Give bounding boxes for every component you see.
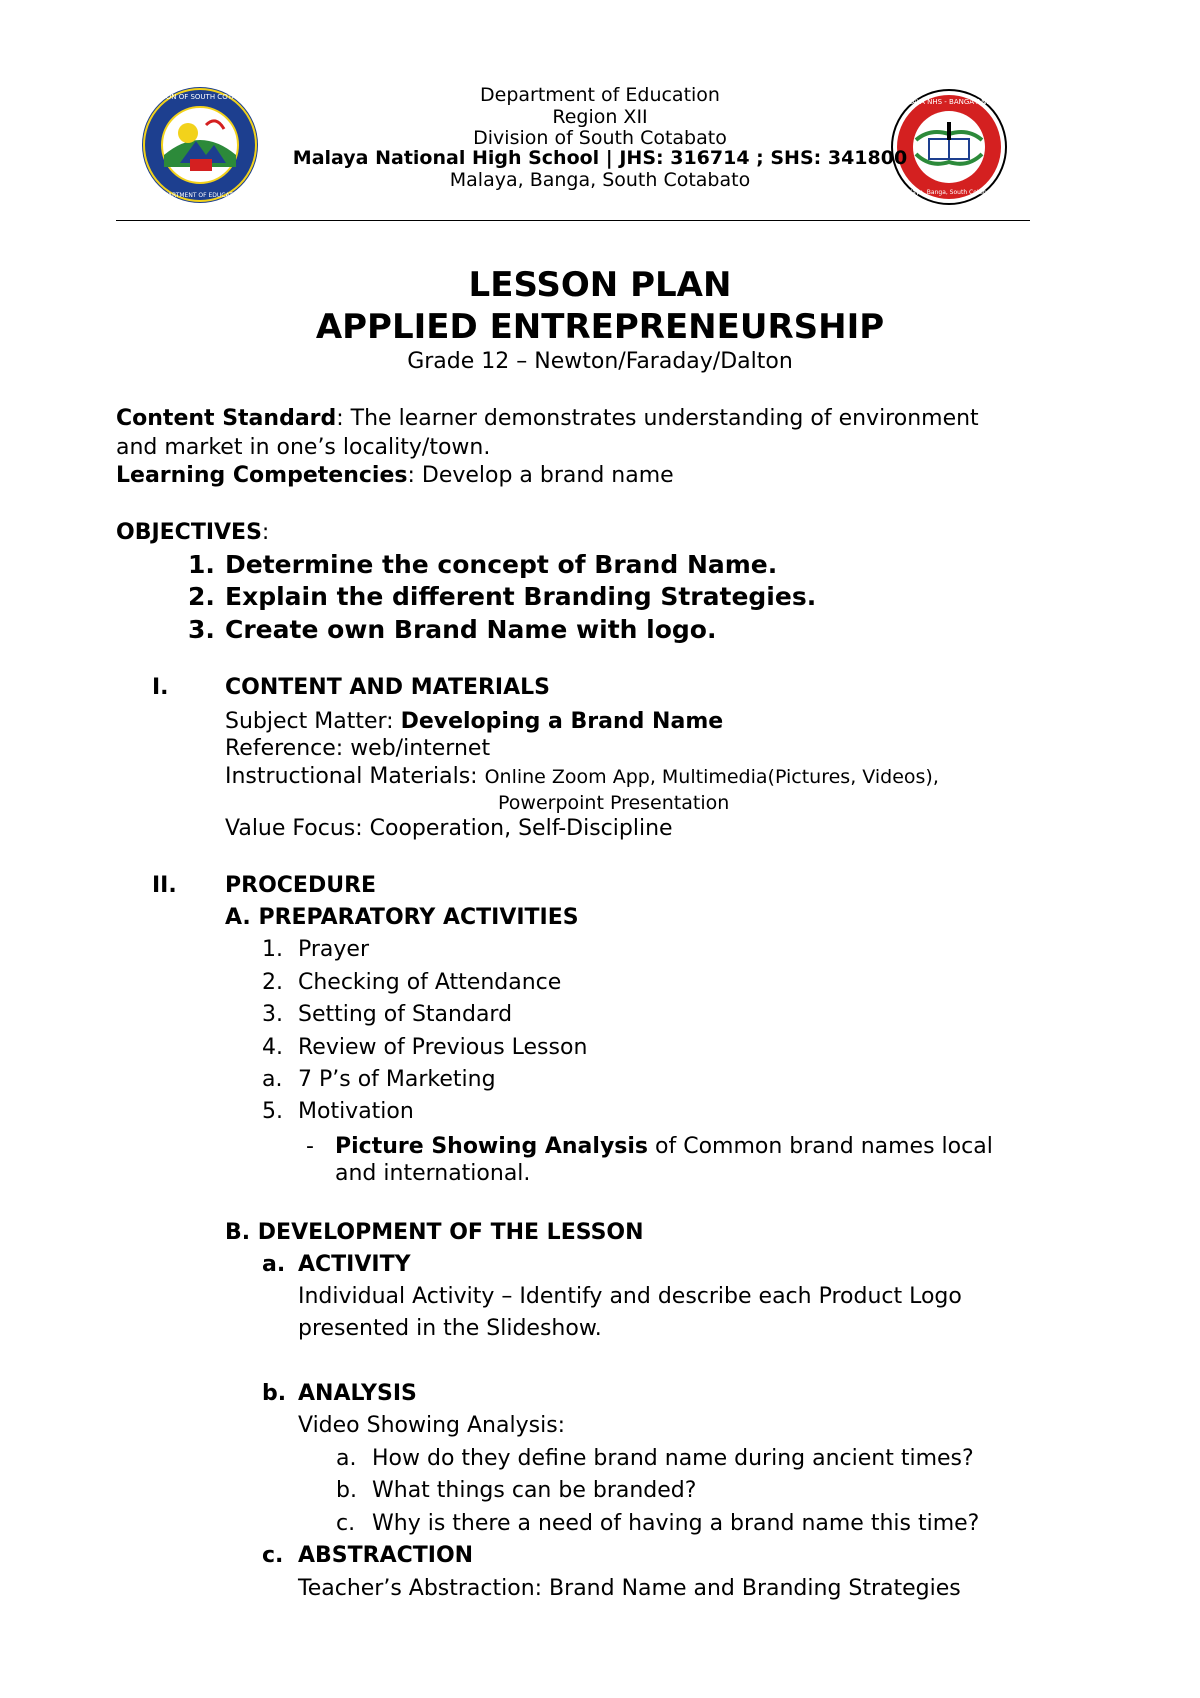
objective-item: Create own Brand Name with logo. — [225, 615, 717, 644]
activity-heading: ACTIVITY — [298, 1252, 411, 1277]
svg-text:MALAYA NHS - BANGA ANNEX: MALAYA NHS - BANGA ANNEX — [897, 98, 1001, 106]
content-standard-text: : The learner demonstrates understanding of environment — [336, 406, 979, 431]
instructional-materials-value-2: Powerpoint Presentation — [498, 792, 730, 814]
motivation-detail-bold: Picture Showing Analysis — [335, 1134, 649, 1159]
list-item: Motivation — [298, 1099, 414, 1124]
value-focus: Value Focus: Cooperation, Self-Discipline — [225, 816, 673, 841]
subject-matter-label: Subject Matter: — [225, 709, 401, 734]
section-2-numeral: II. — [152, 873, 177, 898]
list-number: 1. — [262, 937, 283, 962]
sub-list-item: 7 P’s of Marketing — [298, 1067, 496, 1092]
motivation-detail — [335, 1134, 993, 1160]
objective-item: Explain the different Branding Strategies. — [225, 582, 817, 611]
analysis-intro: Video Showing Analysis: — [298, 1413, 566, 1438]
question-item: Why is there a need of having a brand name this time? — [372, 1511, 980, 1536]
content-standard-label: Content Standard — [116, 406, 337, 431]
learning-competencies-label: Learning Competencies — [116, 463, 408, 488]
content-standard-text-2: and market in one’s locality/town. — [116, 435, 491, 460]
motivation-detail-text: of Common brand names local — [648, 1134, 993, 1159]
list-item: Setting of Standard — [298, 1002, 513, 1027]
svg-text:DEPARTMENT OF EDUCATION: DEPARTMENT OF EDUCATION — [156, 192, 244, 199]
preparatory-activities-heading: A. PREPARATORY ACTIVITIES — [225, 905, 579, 930]
question-letter: c. — [336, 1511, 356, 1536]
section-1-numeral: I. — [152, 675, 169, 700]
objective-number: 1. — [188, 550, 215, 579]
list-number: 2. — [262, 970, 283, 995]
abstraction-label: c. — [262, 1543, 284, 1568]
instructional-materials-value: Online Zoom App, Multimedia(Pictures, Videos), — [484, 766, 939, 788]
question-letter: b. — [336, 1478, 357, 1503]
objective-number: 3. — [188, 615, 215, 644]
document-subject: APPLIED ENTREPRENEURSHIP — [315, 307, 885, 347]
activity-text-2: presented in the Slideshow. — [298, 1316, 602, 1341]
abstraction-text: Teacher’s Abstraction: Brand Name and Branding Strategies — [298, 1576, 961, 1601]
document-grade: Grade 12 – Newton/Faraday/Dalton — [407, 349, 793, 374]
svg-text:Malaya, Banga, South Cotabato: Malaya, Banga, South Cotabato — [901, 189, 997, 196]
header-region: Region XII — [552, 106, 648, 128]
header-department: Department of Education — [480, 84, 720, 106]
header-division: Division of South Cotabato — [473, 127, 727, 149]
section-1-heading: CONTENT AND MATERIALS — [225, 675, 550, 700]
section-2-heading: PROCEDURE — [225, 873, 377, 898]
list-item: Prayer — [298, 937, 370, 962]
reference: Reference: web/internet — [225, 736, 491, 761]
svg-text:DIVISION OF SOUTH COTABATO: DIVISION OF SOUTH COTABATO — [144, 93, 256, 101]
list-item: Review of Previous Lesson — [298, 1035, 588, 1060]
subject-matter — [225, 709, 723, 735]
header-school: Malaya National High School | JHS: 316714 ; SHS: 341800 — [292, 147, 908, 169]
instructional-materials-label: Instructional Materials: — [225, 764, 485, 789]
objectives-colon: : — [261, 520, 270, 545]
objective-number: 2. — [188, 582, 215, 611]
list-number: 3. — [262, 1002, 283, 1027]
list-number: 5. — [262, 1099, 283, 1124]
header-address: Malaya, Banga, South Cotabato — [449, 169, 751, 191]
development-heading: B. DEVELOPMENT OF THE LESSON — [225, 1220, 644, 1245]
question-item: What things can be branded? — [372, 1478, 697, 1503]
objective-item: Determine the concept of Brand Name. — [225, 550, 778, 579]
activity-text: Individual Activity – Identify and describe each Product Logo — [298, 1284, 962, 1309]
list-item: Checking of Attendance — [298, 970, 562, 995]
objectives-heading — [116, 520, 269, 546]
motivation-dash: - — [306, 1134, 314, 1159]
motivation-detail-2: and international. — [335, 1161, 531, 1186]
question-letter: a. — [336, 1446, 357, 1471]
abstraction-heading: ABSTRACTION — [298, 1543, 474, 1568]
learning-competencies — [116, 463, 674, 489]
header-divider — [116, 220, 1030, 221]
analysis-heading: ANALYSIS — [298, 1381, 417, 1406]
question-item: How do they define brand name during ancient times? — [372, 1446, 974, 1471]
learning-competencies-text: : Develop a brand name — [407, 463, 674, 488]
analysis-label: b. — [262, 1381, 287, 1406]
instructional-materials — [225, 764, 939, 790]
content-standard — [116, 406, 1106, 432]
list-number: 4. — [262, 1035, 283, 1060]
objectives-label: OBJECTIVES — [116, 520, 262, 545]
subject-matter-value: Developing a Brand Name — [400, 709, 724, 734]
document-title: LESSON PLAN — [468, 265, 732, 305]
sub-list-number: a. — [262, 1067, 283, 1092]
activity-label: a. — [262, 1252, 286, 1277]
